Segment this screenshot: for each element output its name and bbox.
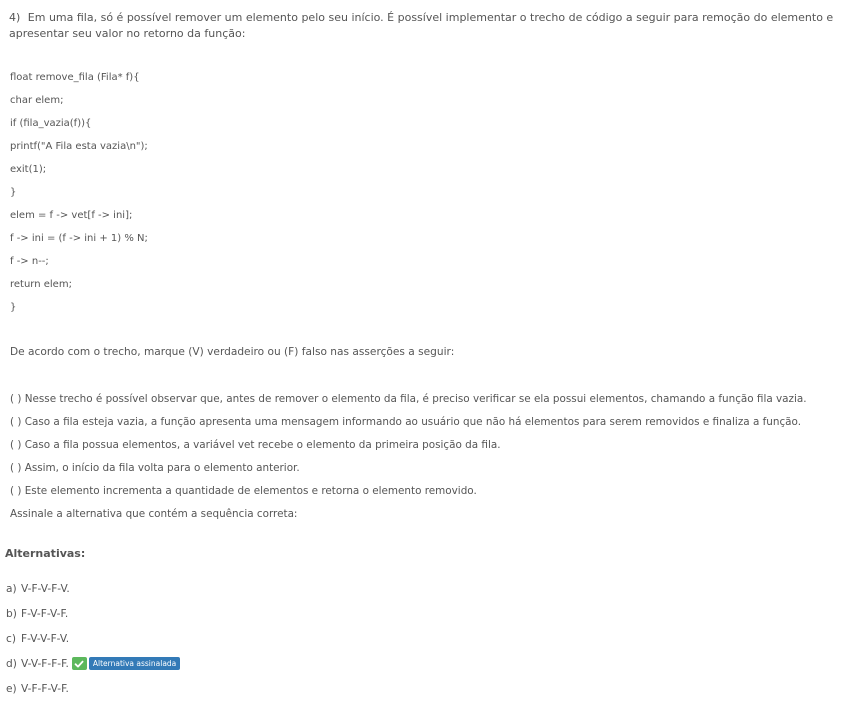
alternatives-list: [6, 576, 180, 701]
code-line: return elem;: [10, 279, 72, 290]
instruction-text: De acordo com o trecho, marque (V) verdadeiro ou (F) falso nas asserções a seguir:: [10, 346, 455, 358]
alternative-text: V-F-V-F-V.: [21, 582, 70, 595]
alternatives-title: Alternativas:: [5, 547, 86, 560]
assertion-item: ( ) Caso a fila possua elementos, a variável vet recebe o elemento da primeira posição da fila.: [10, 439, 501, 451]
alternative-d[interactable]: [6, 651, 180, 676]
alternative-letter: d): [6, 657, 17, 670]
code-line: f -> n--;: [10, 256, 49, 267]
code-line: f -> ini = (f -> ini + 1) % N;: [10, 233, 148, 244]
answer-prompt: Assinale a alternativa que contém a sequência correta:: [10, 508, 298, 520]
question-statement: [9, 10, 849, 42]
alternative-letter: c): [6, 632, 16, 645]
alternative-text: F-V-V-F-V.: [21, 632, 70, 645]
alternative-letter: e): [6, 682, 17, 695]
alternative-letter: a): [6, 582, 17, 595]
code-line: elem = f -> vet[f -> ini];: [10, 210, 133, 221]
code-line: if (fila_vazia(f)){: [10, 118, 92, 129]
alternative-c[interactable]: [6, 626, 180, 651]
question-text: Em uma fila, só é possível remover um elemento pelo seu início. É possível implementar o trecho de código a seguir para remoção do elemento e apresentar seu valor no retorno da função:: [9, 11, 834, 40]
code-block: [10, 70, 148, 323]
alternative-b[interactable]: [6, 601, 180, 626]
alternative-e[interactable]: [6, 676, 180, 701]
code-line: char elem;: [10, 95, 64, 106]
code-line: printf("A Fila esta vazia\n");: [10, 141, 148, 152]
question-number: 4): [9, 11, 21, 24]
check-mark-svg: [74, 659, 84, 669]
code-line: }: [10, 187, 17, 198]
selected-badge: Alternativa assinalada: [89, 657, 180, 670]
alternative-a[interactable]: [6, 576, 180, 601]
assertion-item: ( ) Caso a fila esteja vazia, a função apresenta uma mensagem informando ao usuário que não há elementos para serem removidos e finaliza a função.: [10, 416, 801, 428]
code-line: exit(1);: [10, 164, 47, 175]
code-line: }: [10, 302, 17, 313]
code-line: float remove_fila (Fila* f){: [10, 72, 140, 83]
alternative-text: V-F-F-V-F.: [21, 682, 69, 695]
assertion-item: ( ) Nesse trecho é possível observar que, antes de remover o elemento da fila, é preciso verificar se ela possui elementos, chamando a função fila vazia.: [10, 393, 807, 405]
assertion-item: ( ) Este elemento incrementa a quantidade de elementos e retorna o elemento removido.: [10, 485, 477, 497]
alternative-text: V-V-F-F-F.: [21, 657, 69, 670]
assertion-item: ( ) Assim, o início da fila volta para o elemento anterior.: [10, 462, 300, 474]
alternative-text: F-V-F-V-F.: [21, 607, 69, 620]
check-icon: [72, 657, 87, 670]
assertions-list: [10, 391, 807, 529]
alternative-letter: b): [6, 607, 17, 620]
